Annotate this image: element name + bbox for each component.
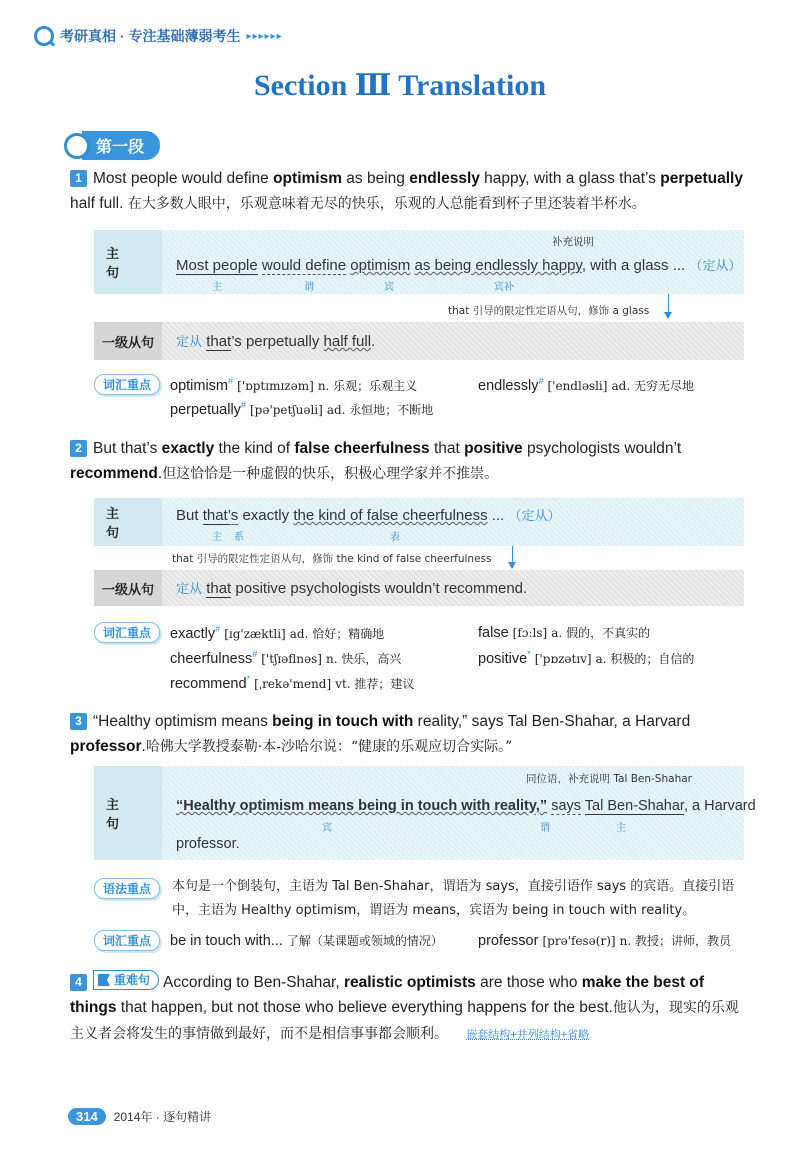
role-label: 表 bbox=[390, 532, 400, 543]
structure-note: 嵌套结构+并列结构+省略 bbox=[466, 1029, 590, 1041]
keyword: perpetually bbox=[660, 170, 743, 187]
role-label: 宾 bbox=[322, 823, 332, 834]
sentence-number: 3 bbox=[70, 713, 87, 730]
chinese-translation: 他认为，现实的乐观主义者会将发生的事情做到最好，而不是相信事事都会顺利。 bbox=[70, 1000, 739, 1042]
role-label: 主 bbox=[212, 282, 222, 293]
box-label: 一级从句 bbox=[94, 570, 162, 606]
keyword: endlessly bbox=[409, 170, 480, 187]
role-label: 系 bbox=[234, 532, 244, 543]
vocab-tag: 词汇重点 bbox=[94, 930, 160, 951]
sub-clause-box-2: 一级从句 定从 that positive psychologists wouldn’t recommend. bbox=[94, 570, 744, 606]
flag-icon bbox=[98, 974, 110, 986]
star-icon: * bbox=[246, 674, 251, 684]
vocab-item: recommend* [ˌrekə'mend] vt. 推荐；建议 bbox=[170, 674, 415, 692]
magnifier-icon bbox=[64, 133, 90, 159]
section-tag bbox=[64, 131, 160, 160]
star-icon: # bbox=[228, 376, 234, 386]
chinese-translation: 哈佛大学教授泰勒·本-沙哈尔说：“健康的乐观应切合实际。” bbox=[145, 739, 513, 755]
vocab-tag: 词汇重点 bbox=[94, 374, 160, 395]
role-label: 宾补 bbox=[494, 282, 514, 293]
footer bbox=[68, 1108, 211, 1125]
arrow-icon bbox=[512, 546, 513, 568]
star-icon: * bbox=[527, 649, 531, 659]
box-label: 主 句 bbox=[94, 498, 162, 546]
sentence-1: 1 Most people would define optimism as being endlessly happy, with a glass that’s perpetually half full. 在大多数人眼中，乐观意味着无尽的快乐，乐观的人总能看到杯子里还装着半杯水。 bbox=[70, 170, 743, 212]
sentence-4: 4 重难句 According to Ben-Shahar, realistic optimists are those who make the best of things that happen, but not those who believe everything happens for the best.他认为，现实的乐观主义者会将发生的事情做到最好，而不是相信事事都会顺利。 嵌套结构+并列结构+省略 bbox=[70, 970, 750, 1048]
box-label: 主 句 bbox=[94, 766, 162, 860]
appositive-note: 同位语，补充说明 Tal Ben-Shahar bbox=[526, 773, 692, 785]
role-label: 谓 bbox=[304, 282, 314, 293]
vocab-item: be in touch with... 了解（某课题或领域的情况） bbox=[170, 933, 443, 949]
clause-note: that 引导的限定性定语从句，修饰 the kind of false cheerfulness bbox=[172, 553, 492, 565]
box-label: 一级从句 bbox=[94, 322, 162, 360]
clause-note: that 引导的限定性定语从句，修饰 a glass bbox=[448, 305, 650, 317]
role-label: 主 bbox=[616, 823, 626, 834]
header bbox=[34, 26, 283, 46]
chinese-translation: 但这恰恰是一种虚假的快乐，积极心理学家并不推崇。 bbox=[162, 466, 499, 482]
star-icon: # bbox=[252, 649, 258, 659]
vocab-item: endlessly# ['endləsli] ad. 无穷无尽地 bbox=[478, 376, 694, 394]
header-text: 考研真相 · 专注基础薄弱考生 bbox=[60, 28, 241, 44]
star-icon: # bbox=[240, 400, 246, 410]
keyword: optimism bbox=[273, 170, 342, 187]
main-clause-box-2: 主 句 But that’s exactly the kind of false cheerfulness ... （定从） 主 系 表 bbox=[94, 498, 744, 546]
star-icon: # bbox=[215, 624, 221, 634]
supplement-note: 补充说明 bbox=[552, 236, 594, 248]
page-title: Section Ⅲ Translation bbox=[253, 69, 547, 102]
header-arrows-icon: ▸▸▸▸▸▸ bbox=[246, 30, 283, 42]
grammar-note: 本句是一个倒装句，主语为 Tal Ben-Shahar，谓语为 says，直接引语作 says 的宾语。直接引语中，主语为 Healthy optimism，谓语为 means，宾语为 being in touch with reality。 bbox=[172, 879, 735, 918]
page-number: 314 bbox=[68, 1108, 106, 1125]
role-label: 主 bbox=[212, 532, 222, 543]
footer-text: 2014年 · 逐句精讲 bbox=[113, 1110, 212, 1124]
sentence-3: 3 “Healthy optimism means being in touch with reality,” says Tal Ben-Shahar, a Harvard professor.哈佛大学教授泰勒·本-沙哈尔说：“健康的乐观应切合实际。” bbox=[70, 713, 691, 755]
vocab-item: positive* ['pɒzətɪv] a. 积极的；自信的 bbox=[478, 649, 695, 667]
main-clause-box-1: 主 句 补充说明 Most people would define optimism as being endlessly happy, with a glass ... （定从） 主 谓 宾 宾补 bbox=[94, 230, 744, 294]
vocab-item: perpetually# [pə'petʃuəli] ad. 永恒地；不断地 bbox=[170, 400, 434, 418]
sentence-number: 1 bbox=[70, 170, 87, 187]
vocab-item: professor [prə'fesə(r)] n. 教授；讲师，教员 bbox=[478, 933, 731, 949]
sub-clause-box-1: 一级从句 定从 that’s perpetually half full. bbox=[94, 322, 744, 360]
role-label: 宾 bbox=[384, 282, 394, 293]
vocab-tag: 词汇重点 bbox=[94, 622, 160, 643]
main-clause-box-3: 主 句 同位语，补充说明 Tal Ben-Shahar “Healthy optimism means being in touch with reality,” says Tal Ben-Shahar, a Harvard professor. 宾 谓 主 bbox=[94, 766, 744, 860]
vocab-item: optimism# ['ɒptɪmɪzəm] n. 乐观；乐观主义 bbox=[170, 376, 418, 394]
box-label: 主 句 bbox=[94, 230, 162, 294]
sentence-number: 2 bbox=[70, 440, 87, 457]
grammar-tag: 语法重点 bbox=[94, 878, 160, 899]
chinese-translation: 在大多数人眼中，乐观意味着无尽的快乐，乐观的人总能看到杯子里还装着半杯水。 bbox=[127, 196, 646, 212]
sentence-number: 4 bbox=[70, 974, 87, 991]
magnifier-logo-icon bbox=[34, 26, 54, 46]
hard-sentence-tag: 重难句 bbox=[93, 970, 159, 990]
sentence-2: 2 But that’s exactly the kind of false cheerfulness that positive psychologists wouldn’t recommend.但这恰恰是一种虚假的快乐，积极心理学家并不推崇。 bbox=[70, 440, 682, 482]
vocab-item: false [fɔːls] a. 假的，不真实的 bbox=[478, 625, 651, 641]
role-label: 谓 bbox=[540, 823, 550, 834]
section-tag-label: 第一段 bbox=[82, 131, 160, 160]
arrow-icon bbox=[668, 294, 669, 318]
vocab-item: exactly# [ɪg'zæktli] ad. 恰好；精确地 bbox=[170, 624, 385, 642]
star-icon: # bbox=[538, 376, 544, 386]
vocab-item: cheerfulness# ['tʃɪəflnəs] n. 快乐，高兴 bbox=[170, 649, 402, 667]
